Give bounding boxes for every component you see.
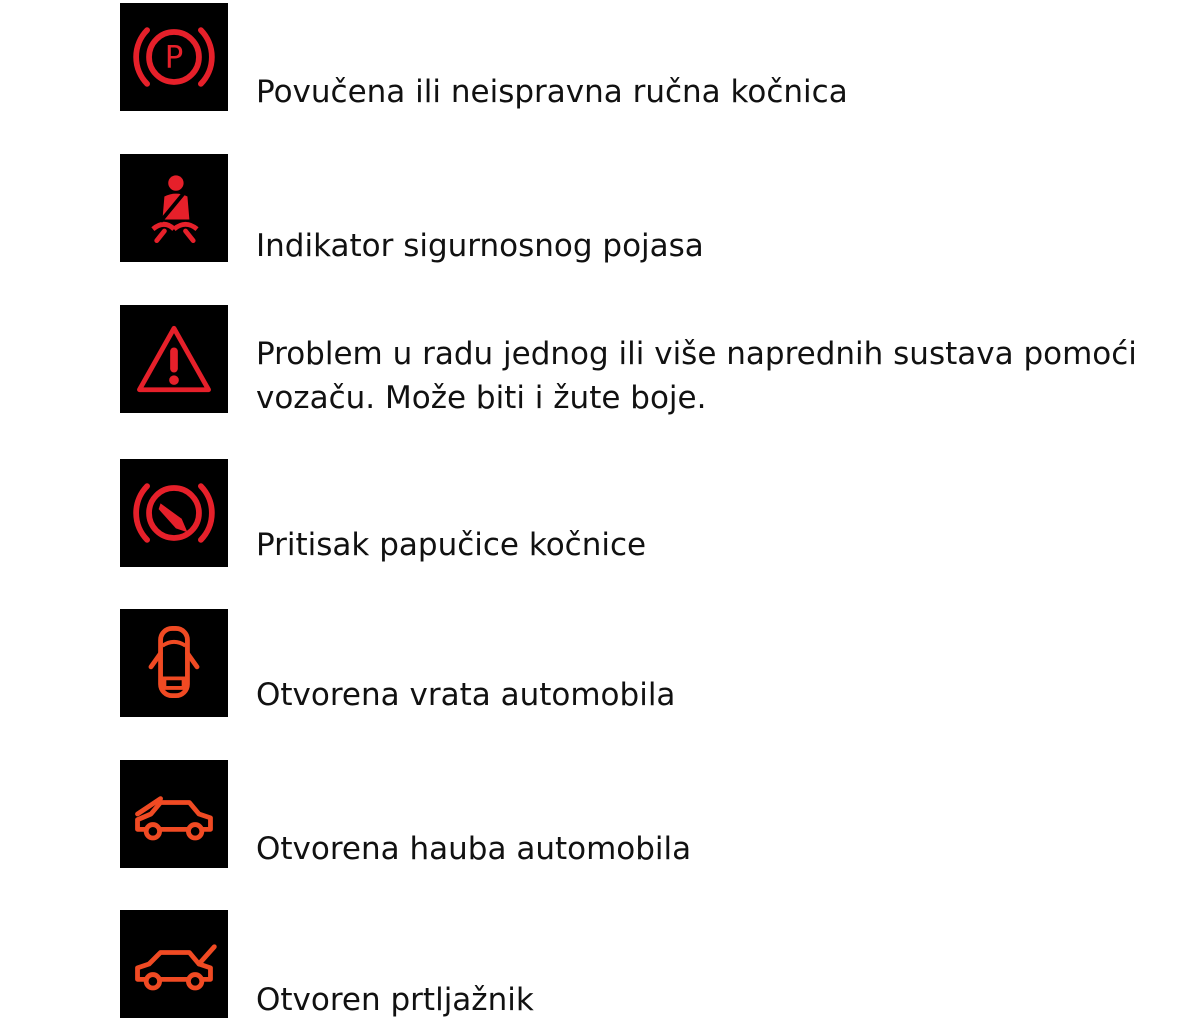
indicator-label: Povučena ili neispravna ručna kočnica xyxy=(256,74,848,110)
parking-brake-icon xyxy=(120,3,228,111)
svg-text:P: P xyxy=(164,39,184,76)
indicator-label: Pritisak papučice kočnice xyxy=(256,527,647,563)
open-door-icon xyxy=(120,609,228,717)
brake-pedal-icon xyxy=(120,459,228,567)
indicator-label: Otvoren prtljažnik xyxy=(256,982,534,1018)
indicator-label: Indikator sigurnosnog pojasa xyxy=(256,228,704,264)
indicator-label: Problem u radu jednog ili više naprednih sustava pomoći xyxy=(256,336,1137,372)
open-trunk-icon xyxy=(120,910,228,1018)
open-hood-icon xyxy=(120,760,228,868)
indicator-label: Otvorena hauba automobila xyxy=(256,831,692,867)
indicator-label-line2: vozaču. Može biti i žute boje. xyxy=(256,380,707,416)
seatbelt-icon xyxy=(120,154,228,262)
warning-triangle-icon xyxy=(120,305,228,413)
indicator-label: Otvorena vrata automobila xyxy=(256,677,676,713)
